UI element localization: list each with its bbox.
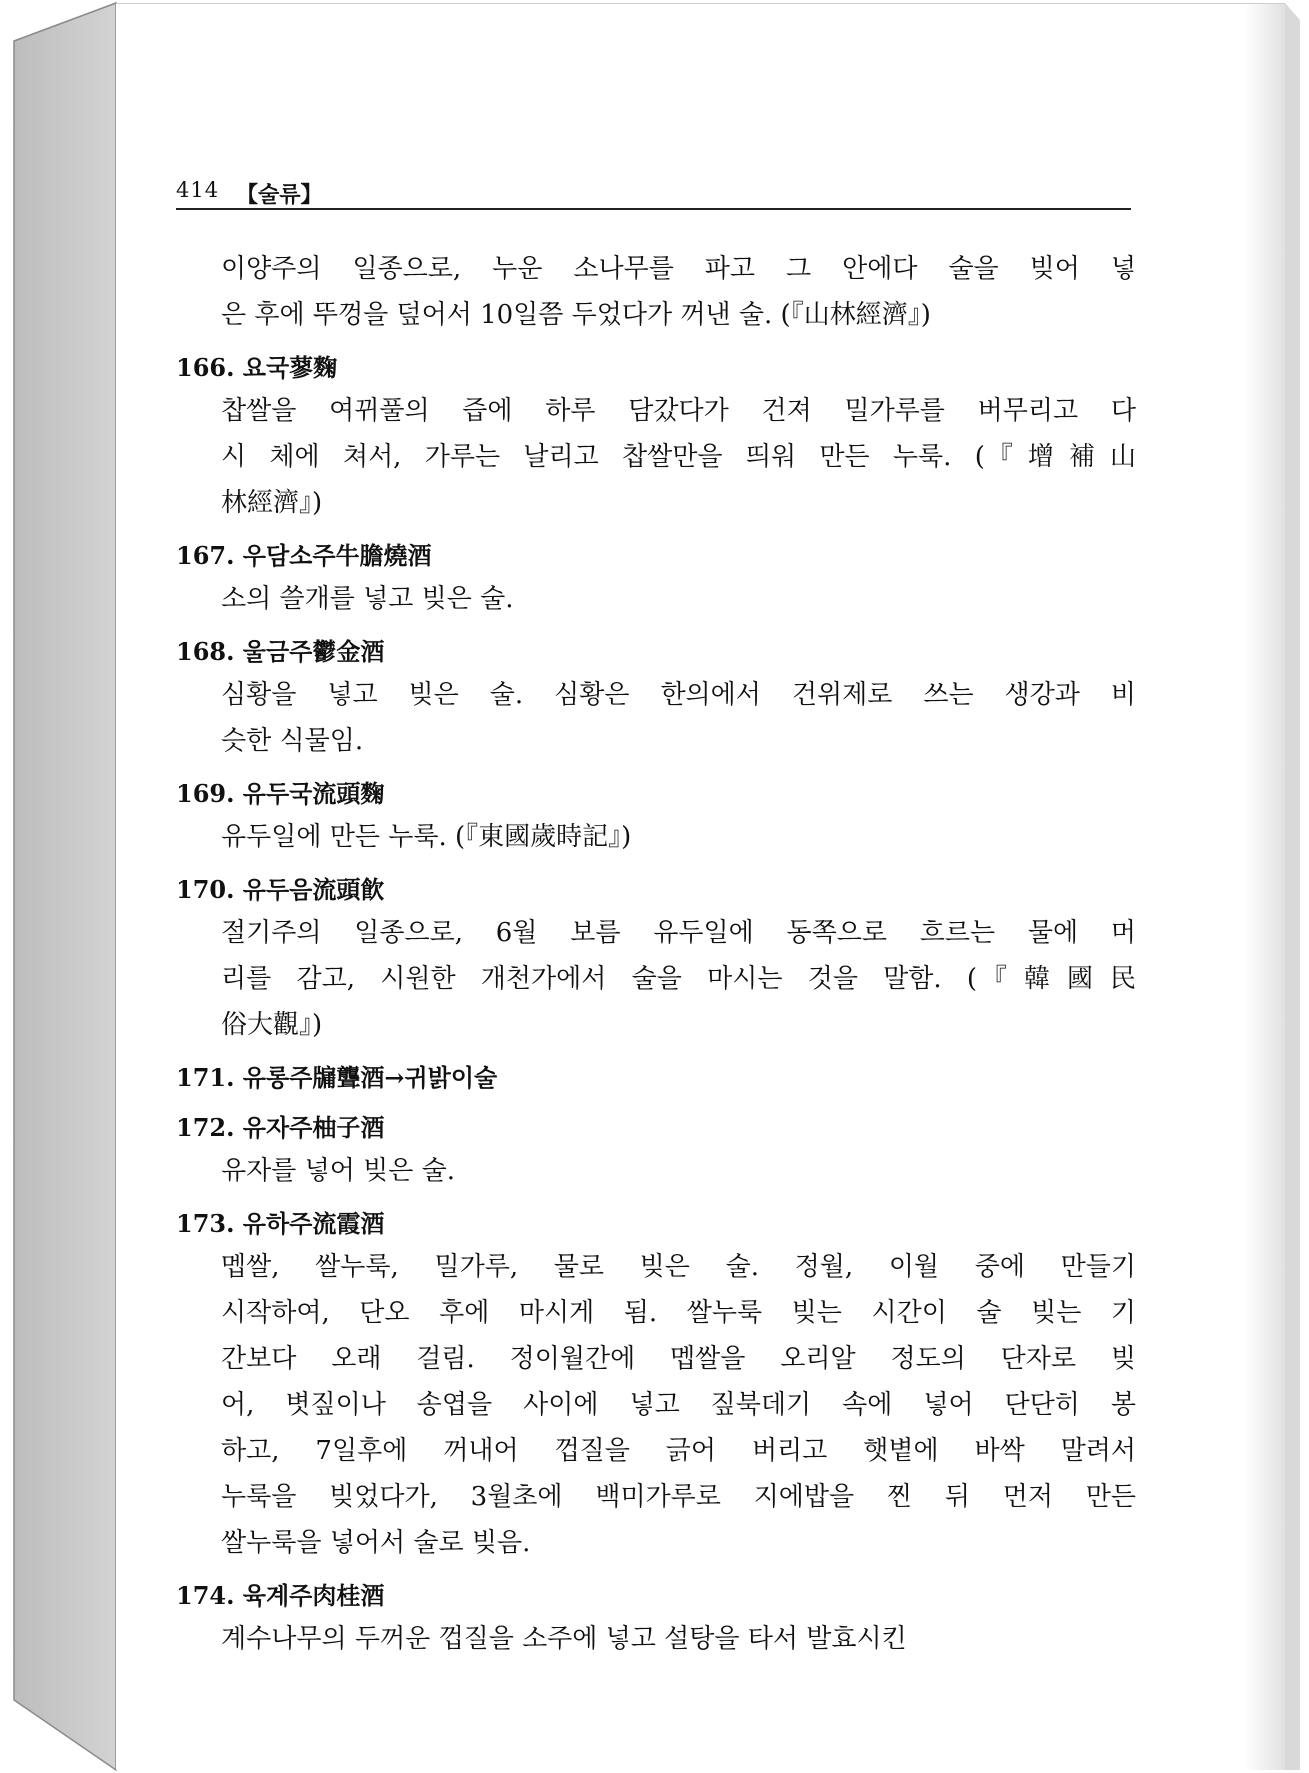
dictionary-entry [176,246,1136,348]
entry-description-line: 어, 볏짚이나 송엽을 사이에 넣고 짚북데기 속에 넣어 단단히 봉 [221,1390,1136,1420]
entry-description-line: 심황을 넣고 빚은 술. 심황은 한의에서 건위제로 쓰는 생강과 비 [221,680,1136,710]
dictionary-entry [176,870,1136,1058]
dictionary-entry [176,348,1136,536]
entry-heading: 166. 요국蓼麴 [176,353,338,382]
dictionary-entry [176,1204,1136,1576]
entry-heading: 174. 육계주肉桂酒 [176,1581,385,1610]
entry-heading: 167. 우담소주牛膽燒酒 [176,541,432,570]
entry-heading: 172. 유자주柚子酒 [176,1113,385,1142]
entry-description-line: 간보다 오래 걸림. 정이월간에 멥쌀을 오리알 정도의 단자로 빚 [221,1344,1136,1374]
entry-description-line: 유자를 넣어 빚은 술. [221,1156,455,1186]
running-title: 【술류】 [236,182,323,208]
dictionary-entry [176,632,1136,774]
entry-description-line: 쌀누룩을 넣어서 술로 빚음. [221,1528,531,1558]
entry-description-line: 유두일에 만든 누룩. (『東國歲時記』) [221,822,632,852]
entry-description-line: 리를 감고, 시원한 개천가에서 술을 마시는 것을 말함. (『韓國民 [221,964,1136,994]
entry-description-line: 절기주의 일종으로, 6월 보름 유두일에 동쪽으로 흐르는 물에 머 [221,918,1136,948]
entry-description-line: 林經濟』) [221,488,323,518]
entry-description-line: 하고, 7일후에 꺼내어 껍질을 긁어 버리고 햇볕에 바싹 말려서 [221,1436,1136,1466]
entry-heading: 170. 유두음流頭飮 [176,875,385,904]
running-header [176,178,1131,210]
entry-description-line: 시작하여, 단오 후에 마시게 됨. 쌀누룩 빚는 시간이 술 빚는 기 [221,1298,1136,1328]
entry-heading: 171. 유롱주牖聾酒→귀밝이술 [176,1063,498,1092]
dictionary-entry [176,1058,1136,1108]
entry-description-line: 시 체에 쳐서, 가루는 날리고 찹쌀만을 띄워 만든 누룩. (『增補山 [221,442,1136,472]
page-edge-shadow [1245,4,1285,1770]
dictionary-entry [176,1108,1136,1204]
entry-description-line: 은 후에 뚜껑을 덮어서 10일쯤 두었다가 꺼낸 술. (『山林經濟』) [221,300,931,330]
entry-description-line: 슷한 식물임. [221,726,364,756]
entry-heading: 168. 울금주鬱金酒 [176,637,385,666]
entry-description-line: 이양주의 일종으로, 누운 소나무를 파고 그 안에다 술을 빚어 넣 [221,254,1136,284]
entry-description-line: 찹쌀을 여뀌풀의 즙에 하루 담갔다가 건져 밀가루를 버무리고 다 [221,396,1136,426]
dictionary-entry [176,1576,1136,1672]
entry-description-line: 멥쌀, 쌀누룩, 밀가루, 물로 빚은 술. 정월, 이월 중에 만들기 [221,1252,1136,1282]
entry-heading: 169. 유두국流頭麴 [176,779,385,808]
dictionary-entry [176,536,1136,632]
entry-description-line: 누룩을 빚었다가, 3월초에 백미가루로 지에밥을 찐 뒤 먼저 만든 [221,1482,1136,1512]
entry-description-line: 계수나무의 두꺼운 껍질을 소주에 넣고 설탕을 타서 발효시킨 [221,1624,907,1654]
entry-list [176,246,1136,1672]
entry-description-line: 소의 쓸개를 넣고 빚은 술. [221,584,514,614]
entry-description-line: 俗大觀』) [221,1010,323,1040]
page-number: 414 [176,178,220,202]
entry-heading: 173. 유하주流霞酒 [176,1209,385,1238]
dictionary-entry [176,774,1136,870]
